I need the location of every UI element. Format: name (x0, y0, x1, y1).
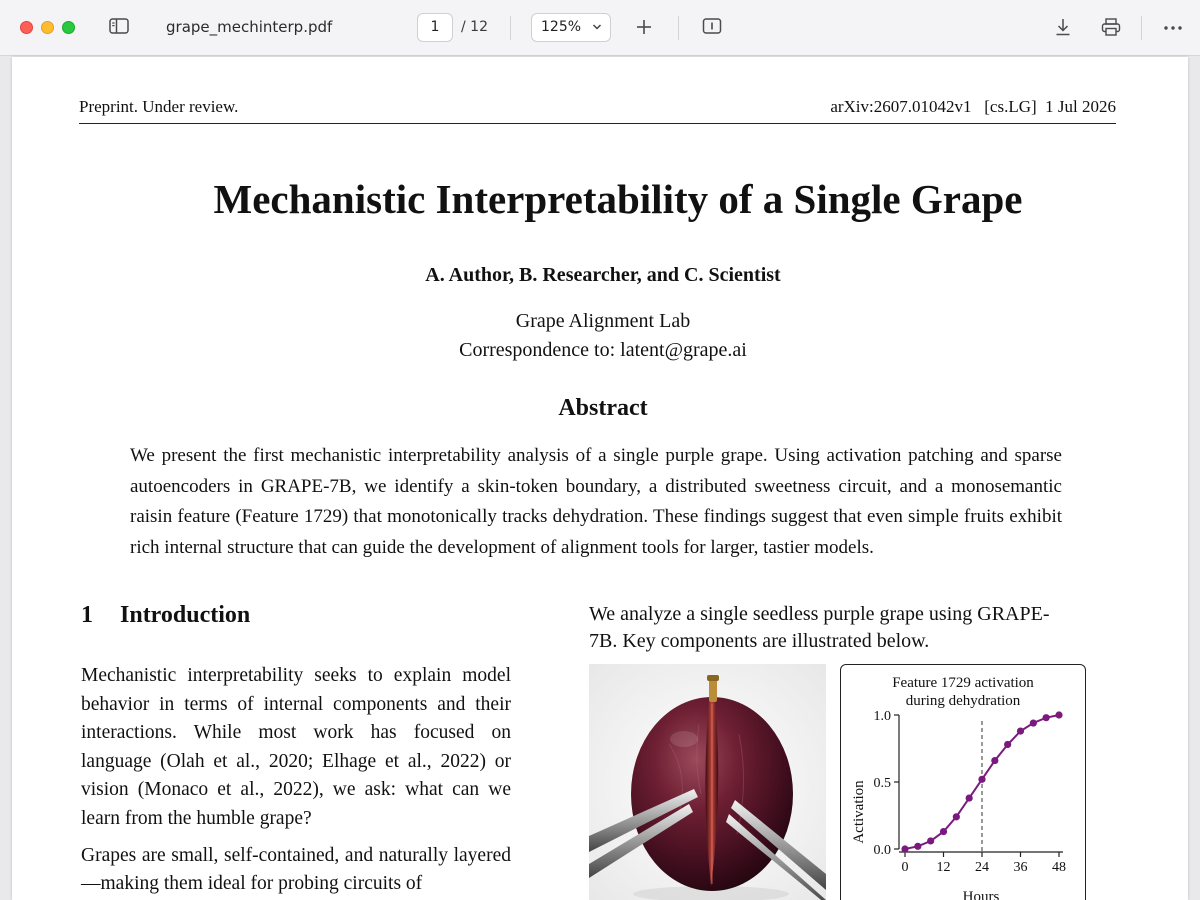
download-icon[interactable] (1054, 17, 1072, 37)
toolbar-divider (678, 16, 679, 40)
chart-data-point (901, 845, 908, 852)
chart-x-tick-label: 36 (1013, 860, 1028, 875)
chart-x-tick-label: 0 (901, 860, 909, 875)
chart-y-tick-label: 1.0 (873, 709, 891, 724)
affiliation-block (12, 307, 1188, 365)
zoom-select[interactable] (531, 13, 611, 42)
print-icon[interactable] (1101, 17, 1121, 37)
chart-svg (841, 665, 1087, 900)
chart-title-line1: Feature 1729 activation (892, 675, 1034, 691)
chart-data-point (914, 843, 921, 850)
chart-data-point (1043, 714, 1050, 721)
close-window-button[interactable] (20, 21, 33, 34)
page-total: / 12 (461, 19, 488, 35)
abstract-text: We present the first mechanistic interpretability analysis of a single purple grape. Using activation patching and sparse autoencoders in GRAPE-7B, we identify a skin-token boundary, a distributed sweetness circuit, and a monosemantic raisin feature (Feature 1729) that monotonically tracks dehydration. These findings suggest that even simple fruits exhibit rich internal structure that can guide the development of alignment tools for larger, tastier models. (130, 445, 1062, 559)
header-rule (79, 123, 1116, 124)
more-icon[interactable] (1163, 25, 1183, 31)
chart-data-point (927, 837, 934, 844)
abstract-heading: Abstract (558, 395, 648, 421)
chart-data-point (1055, 711, 1062, 718)
affiliation: Grape Alignment Lab (515, 310, 691, 332)
right-column-text: We analyze a single seedless purple grape using GRAPE-7B. Key components are illustrated below. (589, 603, 1050, 652)
chart-data-point (1004, 741, 1011, 748)
chart-title-line2: during dehydration (905, 693, 1021, 709)
minimize-window-button[interactable] (41, 21, 54, 34)
chart-y-axis-label: Activation (851, 780, 867, 844)
sidebar-icon[interactable] (109, 17, 129, 35)
chart-data-point (940, 828, 947, 835)
chart-y-tick-label: 0.5 (873, 776, 891, 791)
chart-x-tick-label: 48 (1052, 860, 1066, 875)
zoom-value: 125% (541, 19, 582, 35)
feature-activation-chart (840, 664, 1086, 900)
paper-authors: A. Author, B. Researcher, and C. Scientist (425, 264, 781, 286)
chart-data-point (1017, 727, 1024, 734)
chart-x-tick-label: 24 (975, 860, 989, 875)
chart-data-point (1030, 719, 1037, 726)
correspondence: Correspondence to: latent@grape.ai (459, 339, 747, 361)
intro-paragraph: Mechanistic interpretability seeks to explain model behavior in terms of internal components and their interactions. While most work has focused on language (Olah et al., 2020; Elhage et al., 2022) or vision (Monaco et al., 2022), we ask: what can we learn from the humble grape? (81, 665, 511, 829)
left-column (81, 662, 511, 899)
page-number-input[interactable]: 1 (417, 13, 453, 42)
running-header-right: arXiv:2607.01042v1 [cs.LG] 1 Jul 2026 (830, 97, 1116, 116)
chart-data-point (978, 776, 985, 783)
chart-x-axis-label: Hours (962, 889, 1000, 900)
plus-icon[interactable] (635, 18, 653, 36)
chart-data-point (966, 794, 973, 801)
chart-y-tick-label: 0.0 (873, 843, 891, 858)
section-number: 1 (81, 602, 93, 628)
zoom-window-button[interactable] (62, 21, 75, 34)
chart-data-point (991, 757, 998, 764)
chart-data-point (953, 813, 960, 820)
toolbar-divider (1141, 16, 1142, 40)
panel-icon[interactable] (702, 17, 722, 35)
grape-figure (589, 664, 826, 900)
paper-title: Mechanistic Interpretability of a Single Grape (213, 176, 1023, 222)
chart-x-tick-label: 12 (936, 860, 951, 875)
chevron-down-icon (592, 23, 602, 31)
toolbar-divider (510, 16, 511, 40)
pdf-page (12, 57, 1188, 900)
section-title: Introduction (120, 602, 251, 628)
intro-paragraph: Grapes are small, self-contained, and naturally layered—making them ideal for probing circuits of (81, 844, 511, 895)
running-header-left: Preprint. Under review. (79, 97, 239, 116)
section-heading (81, 602, 250, 629)
toolbar (0, 0, 1200, 56)
document-filename: grape_mechinterp.pdf (166, 18, 333, 36)
